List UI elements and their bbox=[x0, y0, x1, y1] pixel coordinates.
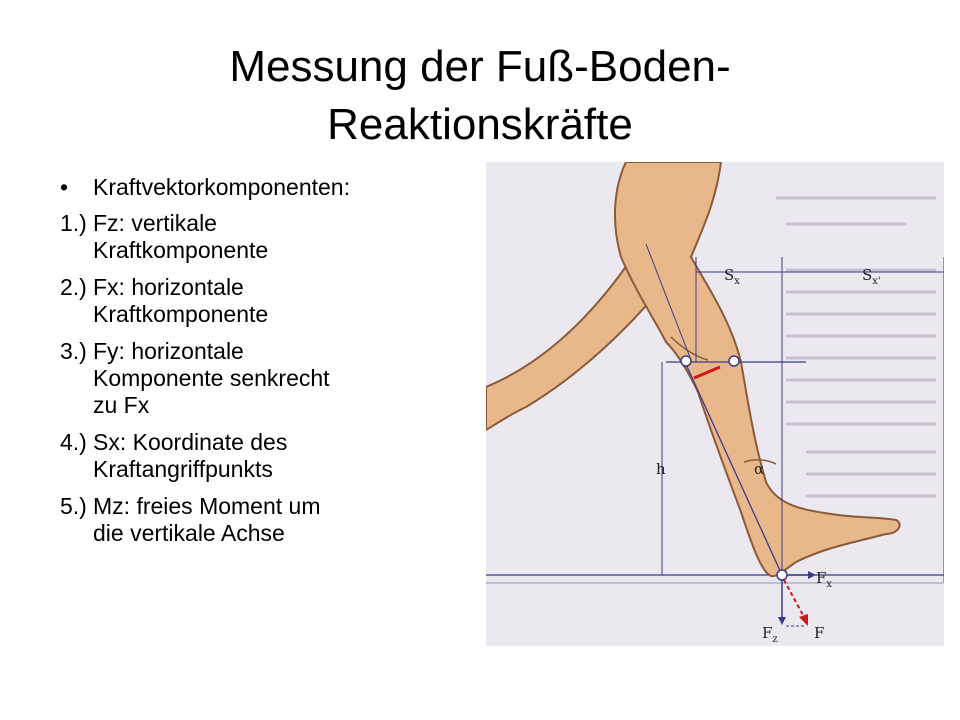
item-text: zu Fx bbox=[93, 392, 150, 418]
item-number: 1.) bbox=[60, 210, 87, 236]
title-line-2: Reaktionskräfte bbox=[327, 100, 633, 149]
fx-label: $F_x$ bbox=[816, 569, 833, 590]
component-list bbox=[60, 172, 460, 557]
resultant-force-label: F bbox=[814, 624, 825, 642]
force-application-point bbox=[777, 570, 787, 580]
list-item bbox=[60, 429, 460, 483]
item-text: Fx: horizontale bbox=[93, 274, 244, 300]
list-item bbox=[60, 338, 460, 419]
height-label: h bbox=[656, 460, 666, 478]
item-number: 3.) bbox=[60, 338, 87, 364]
knee-marker-left bbox=[681, 356, 691, 366]
slide-title bbox=[0, 38, 960, 154]
bullet-dot-icon: • bbox=[60, 174, 69, 200]
fz-label: $F_z$ bbox=[762, 624, 778, 645]
list-item bbox=[60, 274, 460, 328]
item-text: Kraftangriffpunkts bbox=[93, 456, 273, 482]
leg-diagram bbox=[486, 162, 944, 646]
list-item bbox=[60, 210, 460, 264]
item-number: 5.) bbox=[60, 493, 87, 519]
bullet-heading-text: Kraftvektorkomponenten: bbox=[93, 174, 350, 200]
item-text: Komponente senkrecht bbox=[93, 365, 330, 391]
item-text: Fy: horizontale bbox=[93, 338, 244, 364]
knee-marker-right bbox=[729, 356, 739, 366]
alpha-label: α bbox=[754, 460, 765, 478]
leg-force-figure bbox=[486, 162, 944, 646]
item-number: 4.) bbox=[60, 429, 87, 455]
bullet-heading bbox=[60, 172, 460, 202]
sx-prime-label: $S_{x'}$ bbox=[862, 266, 881, 287]
item-number: 2.) bbox=[60, 274, 87, 300]
list-item bbox=[60, 493, 460, 547]
item-text: Mz: freies Moment um bbox=[93, 493, 321, 519]
item-text: Sx: Koordinate des bbox=[93, 429, 288, 455]
title-line-1: Messung der Fuß-Boden- bbox=[229, 42, 731, 91]
item-text: Kraftkomponente bbox=[93, 237, 269, 263]
item-text: Fz: vertikale bbox=[93, 210, 217, 236]
sx-label: $S_x$ bbox=[724, 266, 740, 287]
item-text: die vertikale Achse bbox=[93, 520, 285, 546]
item-text: Kraftkomponente bbox=[93, 301, 269, 327]
